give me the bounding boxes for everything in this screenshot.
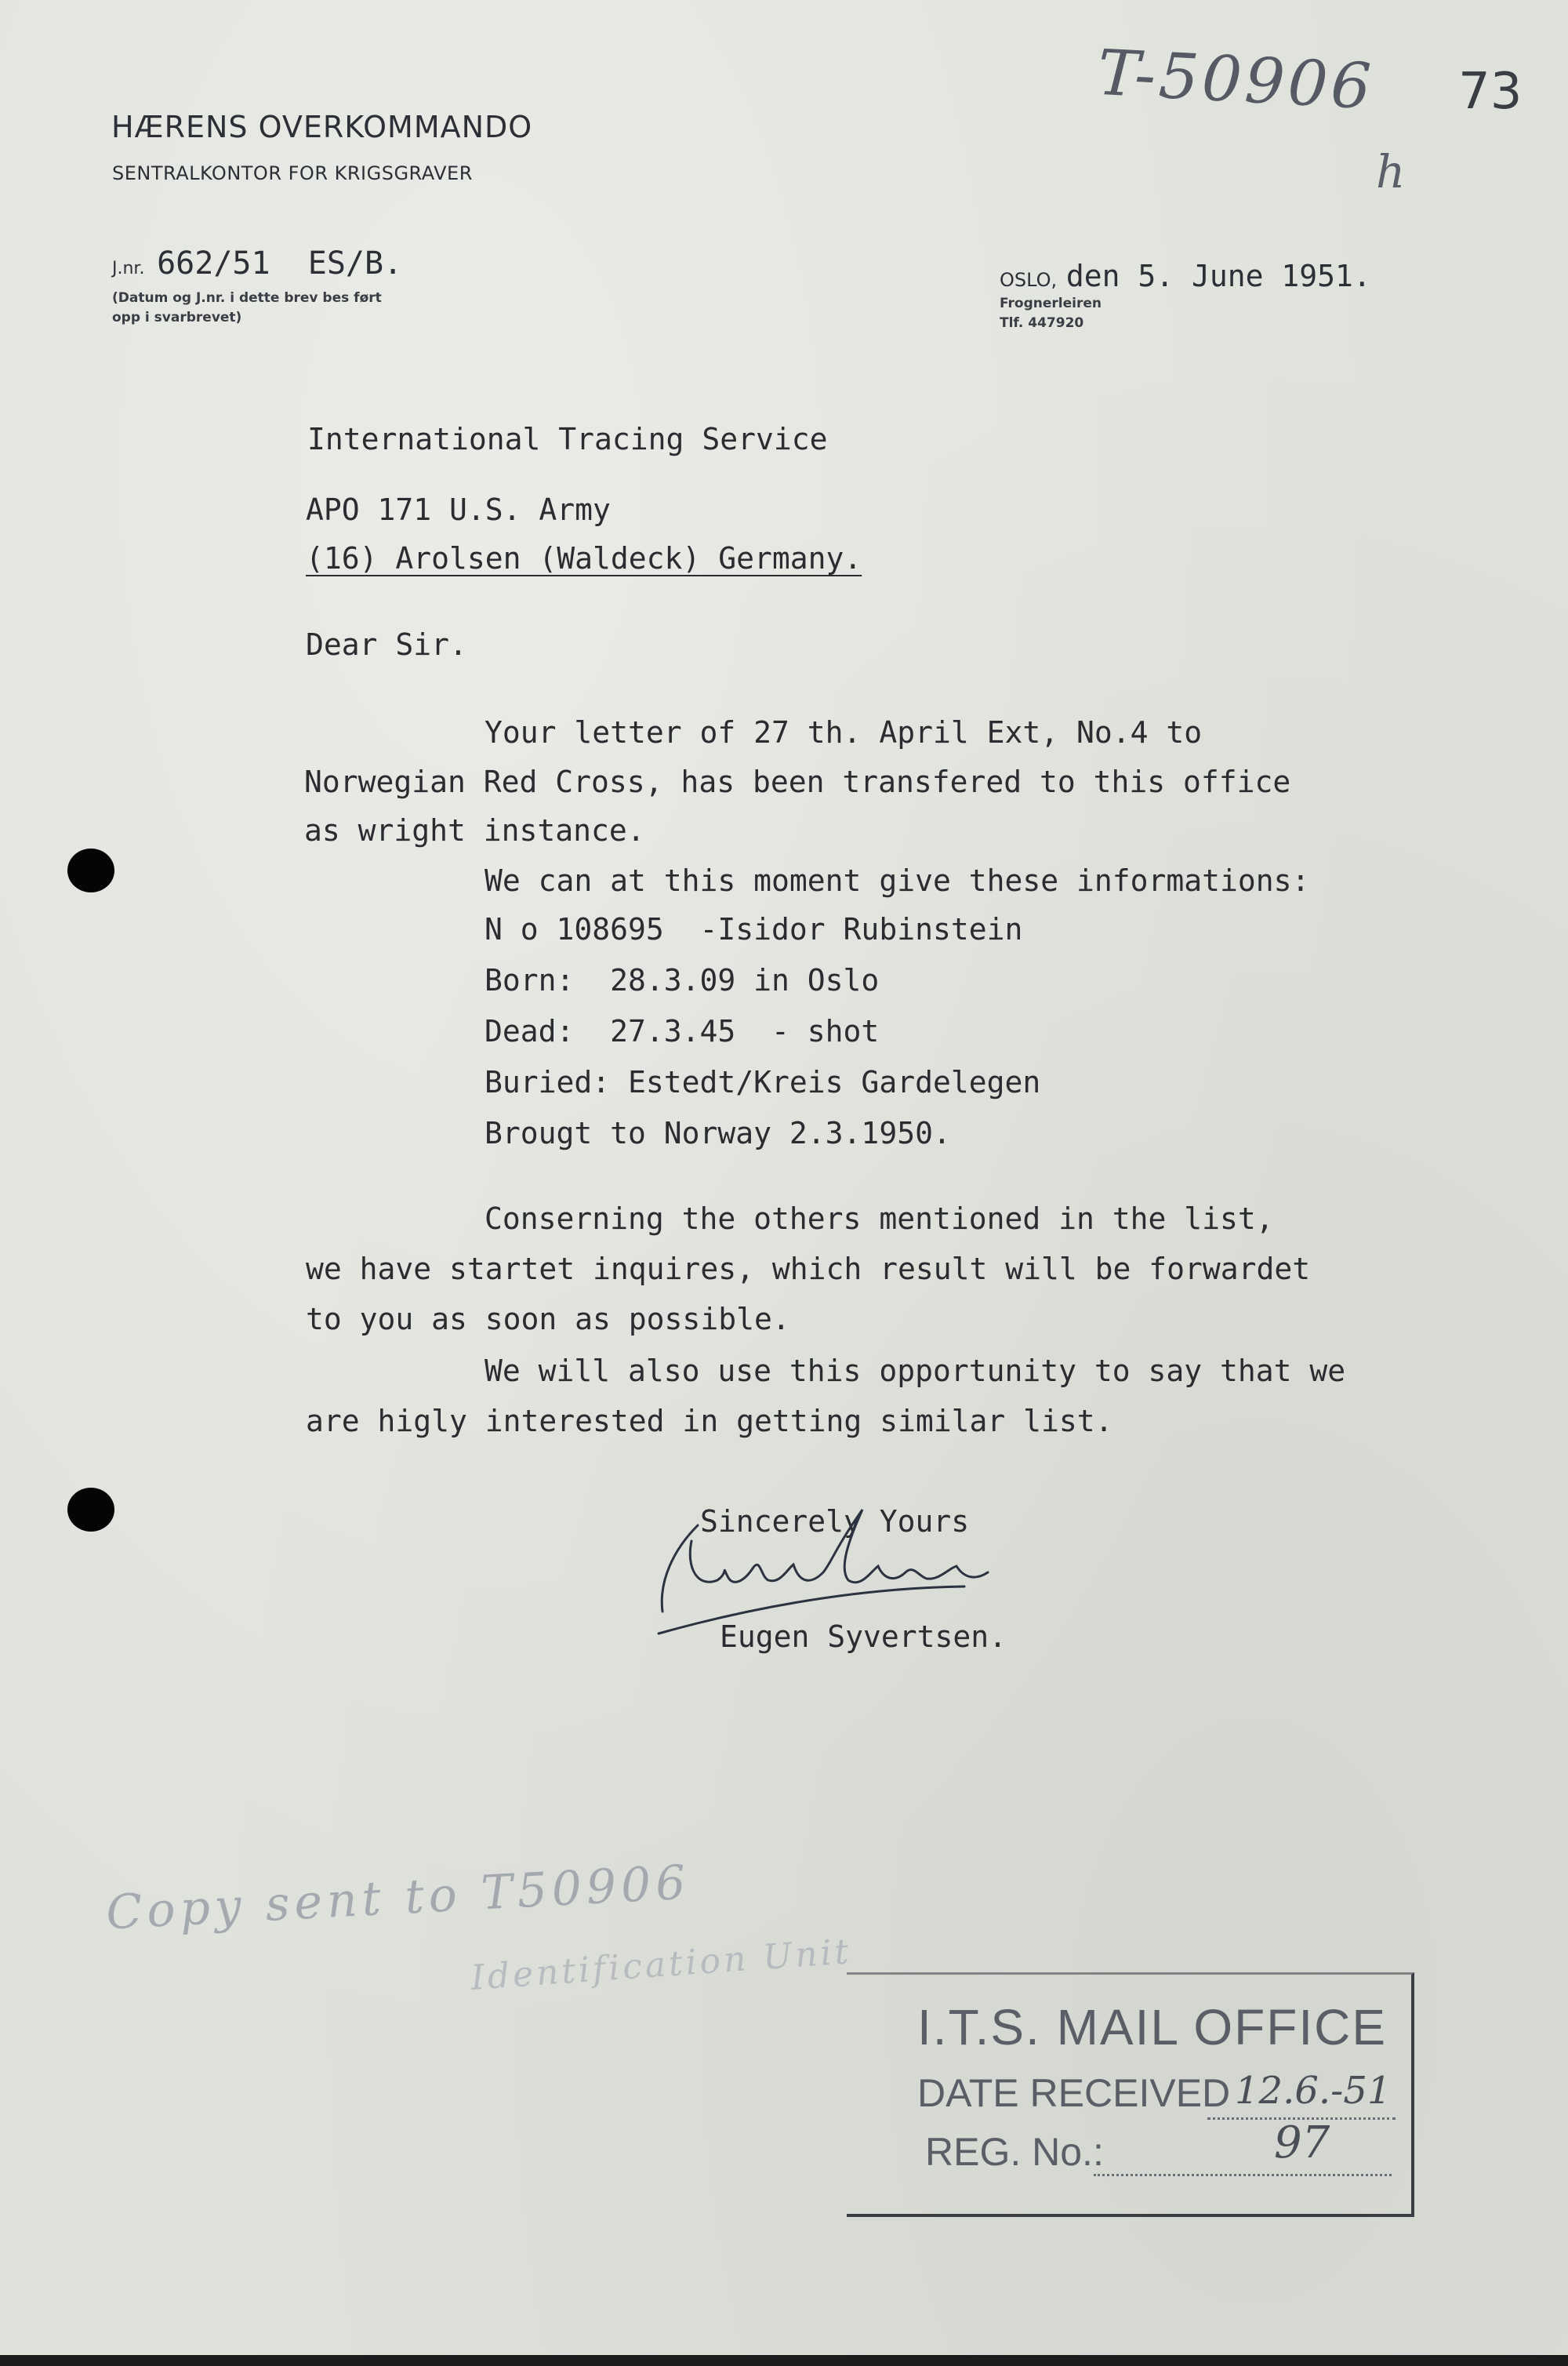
handwritten-file-reference: T-50906 (1095, 35, 1376, 124)
body-line: We can at this moment give these informations: (485, 863, 1310, 898)
record-buried: Buried: Estedt/Kreis Gardelegen (485, 1065, 1041, 1099)
journal-number-label: J.nr. (112, 259, 145, 278)
journal-number-note (112, 289, 382, 328)
stamp-date-value: 12.6.-51 (1235, 2069, 1392, 2113)
signer-name: Eugen Syvertsen. (720, 1619, 1007, 1654)
date-row (1000, 259, 1371, 293)
pencil-annotation: Copy sent to T50906 (104, 1855, 692, 1941)
journal-note-line: opp i svarbrevet) (112, 310, 242, 325)
journal-number-value: 662/51 ES/B. (157, 245, 403, 282)
body-line: Conserning the others mentioned in the list, (485, 1201, 1274, 1236)
body-line: we have startet inquires, which result will be forwardet (306, 1252, 1311, 1286)
body-line: are higly interested in getting similar list. (306, 1404, 1113, 1438)
body-line: Your letter of 27 th. April Ext, No.4 to (485, 715, 1203, 750)
salutation: Dear Sir. (306, 627, 467, 662)
stamp-mail-office: I.T.S. MAIL OFFICE (917, 1999, 1388, 2055)
scan-edge (0, 2355, 1568, 2366)
journal-number-row (112, 245, 402, 282)
punch-hole (67, 849, 114, 892)
stamp-date-received-label: DATE RECEIVED (917, 2071, 1231, 2115)
valediction: Sincerely Yours (700, 1504, 970, 1539)
stamp-reg-value: 97 (1274, 2117, 1330, 2168)
record-number: N o 108695 -Isidor Rubinstein (485, 912, 1023, 947)
body-line: We will also use this opportunity to say that we (485, 1354, 1346, 1388)
recipient-line-2: APO 171 U.S. Army (306, 492, 611, 527)
recipient-line-1: International Tracing Service (307, 422, 828, 456)
pencil-annotation-2: Identification Unit (469, 1932, 853, 1998)
body-line: as wright instance. (304, 813, 645, 848)
handwritten-initial: h (1376, 145, 1406, 198)
page-number: 73 (1458, 63, 1523, 121)
address-line: Frognerleiren (1000, 296, 1102, 311)
letterhead-title: HÆRENS OVERKOMMANDO (111, 110, 533, 144)
record-brought: Brougt to Norway 2.3.1950. (485, 1116, 951, 1150)
letterhead-subtitle: SENTRALKONTOR FOR KRIGSGRAVER (112, 162, 473, 184)
stamp-reg-line (1094, 2174, 1392, 2176)
recipient-line-3: (16) Arolsen (Waldeck) Germany. (306, 541, 862, 576)
stamp-reg-no-label: REG. No.: (925, 2130, 1104, 2174)
journal-note-line: (Datum og J.nr. i dette brev bes ført (112, 290, 382, 306)
body-line: to you as soon as possible. (306, 1302, 790, 1336)
letter-date: den 5. June 1951. (1065, 259, 1371, 293)
office-address (1000, 294, 1102, 333)
phone-number: Tlf. 447920 (1000, 315, 1084, 331)
record-born: Born: 28.3.09 in Oslo (485, 963, 880, 998)
punch-hole (67, 1488, 114, 1532)
body-line: Norwegian Red Cross, has been transfered to this office (304, 765, 1291, 799)
date-city: OSLO, (1000, 269, 1058, 291)
record-dead: Dead: 27.3.45 - shot (485, 1014, 880, 1049)
